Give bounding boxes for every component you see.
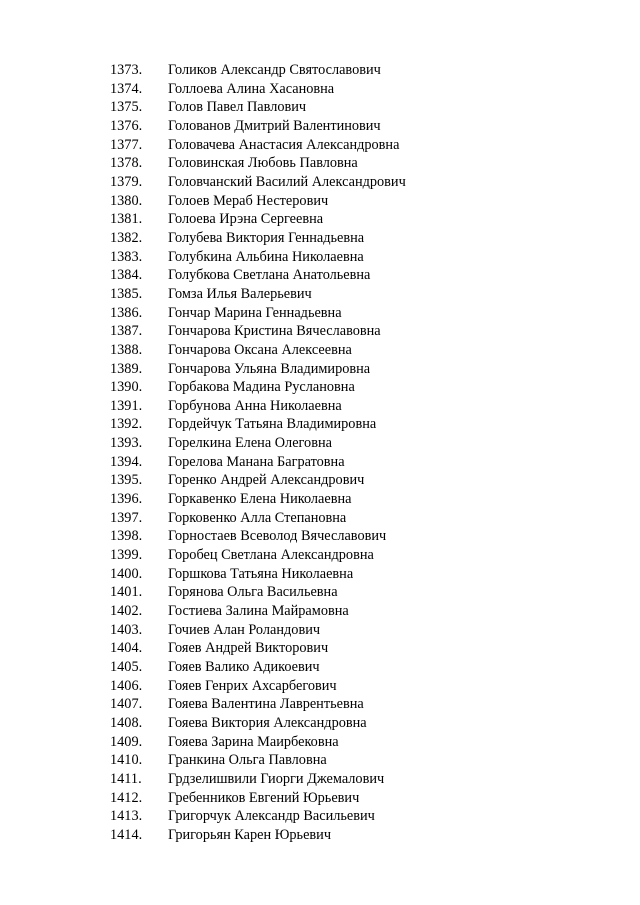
- entry-number: 1406.: [110, 677, 143, 694]
- entry-full-name: Гордейчук Татьяна Владимировна: [168, 416, 377, 433]
- list-item: [110, 751, 406, 770]
- list-item: [110, 173, 406, 192]
- entry-full-name: Гребенников Евгений Юрьевич: [168, 789, 360, 806]
- entry-number: 1387.: [110, 323, 143, 340]
- entry-number: 1395.: [110, 472, 143, 489]
- entry-number: 1393.: [110, 435, 143, 452]
- list-item: [110, 285, 406, 304]
- entry-full-name: Головчанский Василий Александрович: [168, 173, 406, 190]
- entry-full-name: Голованов Дмитрий Валентинович: [168, 117, 381, 134]
- entry-full-name: Горбакова Мадина Руслановна: [168, 379, 355, 396]
- entry-number: 1398.: [110, 528, 143, 545]
- entry-full-name: Гончарова Оксана Алексеевна: [168, 341, 352, 358]
- entry-full-name: Голов Павел Павлович: [168, 99, 307, 116]
- list-item: [110, 304, 406, 323]
- entry-number: 1374.: [110, 80, 143, 97]
- entry-number: 1407.: [110, 696, 143, 713]
- list-item: [110, 546, 406, 565]
- entry-number: 1384.: [110, 267, 143, 284]
- entry-number: 1380.: [110, 192, 143, 209]
- entry-number: 1411.: [110, 770, 142, 787]
- entry-full-name: Горшкова Татьяна Николаевна: [168, 565, 354, 582]
- entry-number: 1388.: [110, 341, 143, 358]
- list-item: [110, 807, 406, 826]
- entry-number: 1394.: [110, 453, 143, 470]
- list-item: [110, 192, 406, 211]
- list-item: [110, 415, 406, 434]
- entry-number: 1414.: [110, 826, 143, 843]
- entry-full-name: Гояева Валентина Лаврентьевна: [168, 696, 364, 713]
- entry-number: 1412.: [110, 789, 143, 806]
- entry-number: 1375.: [110, 99, 143, 116]
- entry-full-name: Горбунова Анна Николаевна: [168, 397, 342, 414]
- list-item: [110, 154, 406, 173]
- entry-number: 1413.: [110, 808, 143, 825]
- entry-full-name: Григорьян Карен Юрьевич: [168, 826, 332, 843]
- entry-full-name: Горностаев Всеволод Вячеславович: [168, 528, 387, 545]
- entry-full-name: Голоева Ирэна Сергеевна: [168, 211, 324, 228]
- list-item: [110, 471, 406, 490]
- list-item: [110, 397, 406, 416]
- entry-full-name: Гояев Валико Адикоевич: [168, 659, 320, 675]
- entry-full-name: Гояев Генрих Ахсарбегович: [168, 677, 337, 694]
- numbered-name-list: [110, 61, 406, 845]
- list-item: [110, 770, 406, 789]
- list-item: [110, 210, 406, 229]
- entry-number: 1405.: [110, 659, 143, 675]
- entry-full-name: Горелкина Елена Олеговна: [168, 435, 332, 452]
- entry-full-name: Горенко Андрей Александрович: [168, 472, 365, 489]
- list-item: [110, 583, 406, 602]
- entry-full-name: Григорчук Александр Васильевич: [168, 808, 375, 825]
- entry-full-name: Гончарова Кристина Вячеславовна: [168, 323, 381, 340]
- list-item: [110, 61, 406, 80]
- entry-full-name: Гочиев Алан Роландович: [168, 621, 321, 638]
- entry-number: 1390.: [110, 379, 143, 396]
- list-item: [110, 434, 406, 453]
- entry-full-name: Гомза Илья Валерьевич: [168, 285, 312, 302]
- entry-number: 1386.: [110, 304, 143, 321]
- entry-full-name: Гранкина Ольга Павловна: [168, 752, 327, 769]
- entry-full-name: Голубева Виктория Геннадьевна: [168, 229, 365, 246]
- entry-number: 1399.: [110, 547, 143, 564]
- entry-full-name: Гояев Андрей Викторович: [168, 640, 329, 657]
- entry-number: 1382.: [110, 229, 143, 246]
- entry-number: 1408.: [110, 714, 143, 731]
- list-item: [110, 565, 406, 584]
- list-item: [110, 136, 406, 155]
- entry-full-name: Горкавенко Елена Николаевна: [168, 491, 352, 508]
- list-item: [110, 789, 406, 808]
- list-item: [110, 677, 406, 696]
- entry-full-name: Гончарова Ульяна Владимировна: [168, 360, 371, 377]
- entry-full-name: Гончар Марина Геннадьевна: [168, 304, 342, 321]
- entry-full-name: Гостиева Залина Майрамовна: [168, 603, 349, 620]
- list-item: [110, 341, 406, 360]
- entry-number: 1389.: [110, 360, 143, 377]
- entry-full-name: Голубкина Альбина Николаевна: [168, 248, 364, 265]
- entry-number: 1410.: [110, 752, 143, 769]
- entry-full-name: Головинская Любовь Павловна: [168, 155, 358, 172]
- list-item: [110, 360, 406, 379]
- list-item: [110, 826, 406, 845]
- entry-number: 1381.: [110, 211, 143, 228]
- list-item: [110, 117, 406, 136]
- entry-full-name: Голоев Мераб Нестерович: [168, 192, 329, 209]
- entry-full-name: Грдзелишвили Гиорги Джемалович: [168, 770, 385, 787]
- entry-number: 1378.: [110, 155, 143, 172]
- entry-number: 1396.: [110, 491, 143, 508]
- entry-full-name: Голубкова Светлана Анатольевна: [168, 267, 371, 284]
- entry-number: 1383.: [110, 248, 143, 265]
- list-item: [110, 639, 406, 658]
- entry-full-name: Голиков Александр Святославович: [168, 62, 381, 78]
- entry-number: 1402.: [110, 603, 143, 620]
- list-item: [110, 322, 406, 341]
- list-item: [110, 453, 406, 472]
- list-item: [110, 248, 406, 267]
- entry-number: 1379.: [110, 173, 143, 190]
- entry-full-name: Гояева Зарина Маирбековна: [168, 733, 339, 750]
- list-item: [110, 509, 406, 528]
- entry-number: 1409.: [110, 733, 143, 750]
- entry-number: 1373.: [110, 62, 143, 78]
- list-item: [110, 229, 406, 248]
- entry-number: 1400.: [110, 565, 143, 582]
- list-item: [110, 98, 406, 117]
- list-item: [110, 602, 406, 621]
- entry-full-name: Горковенко Алла Степановна: [168, 509, 347, 526]
- list-item: [110, 733, 406, 752]
- entry-full-name: Горелова Манана Багратовна: [168, 453, 345, 470]
- list-item: [110, 621, 406, 640]
- entry-full-name: Головачева Анастасия Александровна: [168, 136, 400, 153]
- entry-full-name: Горянова Ольга Васильевна: [168, 584, 338, 601]
- list-item: [110, 266, 406, 285]
- entry-number: 1392.: [110, 416, 143, 433]
- entry-number: 1385.: [110, 285, 143, 302]
- entry-number: 1401.: [110, 584, 143, 601]
- entry-number: 1404.: [110, 640, 143, 657]
- list-item: [110, 490, 406, 509]
- entry-number: 1376.: [110, 117, 143, 134]
- list-item: [110, 80, 406, 99]
- entry-number: 1391.: [110, 397, 143, 414]
- list-item: [110, 658, 406, 677]
- entry-number: 1403.: [110, 621, 143, 638]
- list-item: [110, 695, 406, 714]
- list-item: [110, 378, 406, 397]
- entry-number: 1377.: [110, 136, 143, 153]
- entry-number: 1397.: [110, 509, 143, 526]
- entry-full-name: Гояева Виктория Александровна: [168, 714, 367, 731]
- entry-full-name: Горобец Светлана Александровна: [168, 547, 374, 564]
- list-item: [110, 714, 406, 733]
- list-item: [110, 527, 406, 546]
- entry-full-name: Голлоева Алина Хасановна: [168, 80, 335, 97]
